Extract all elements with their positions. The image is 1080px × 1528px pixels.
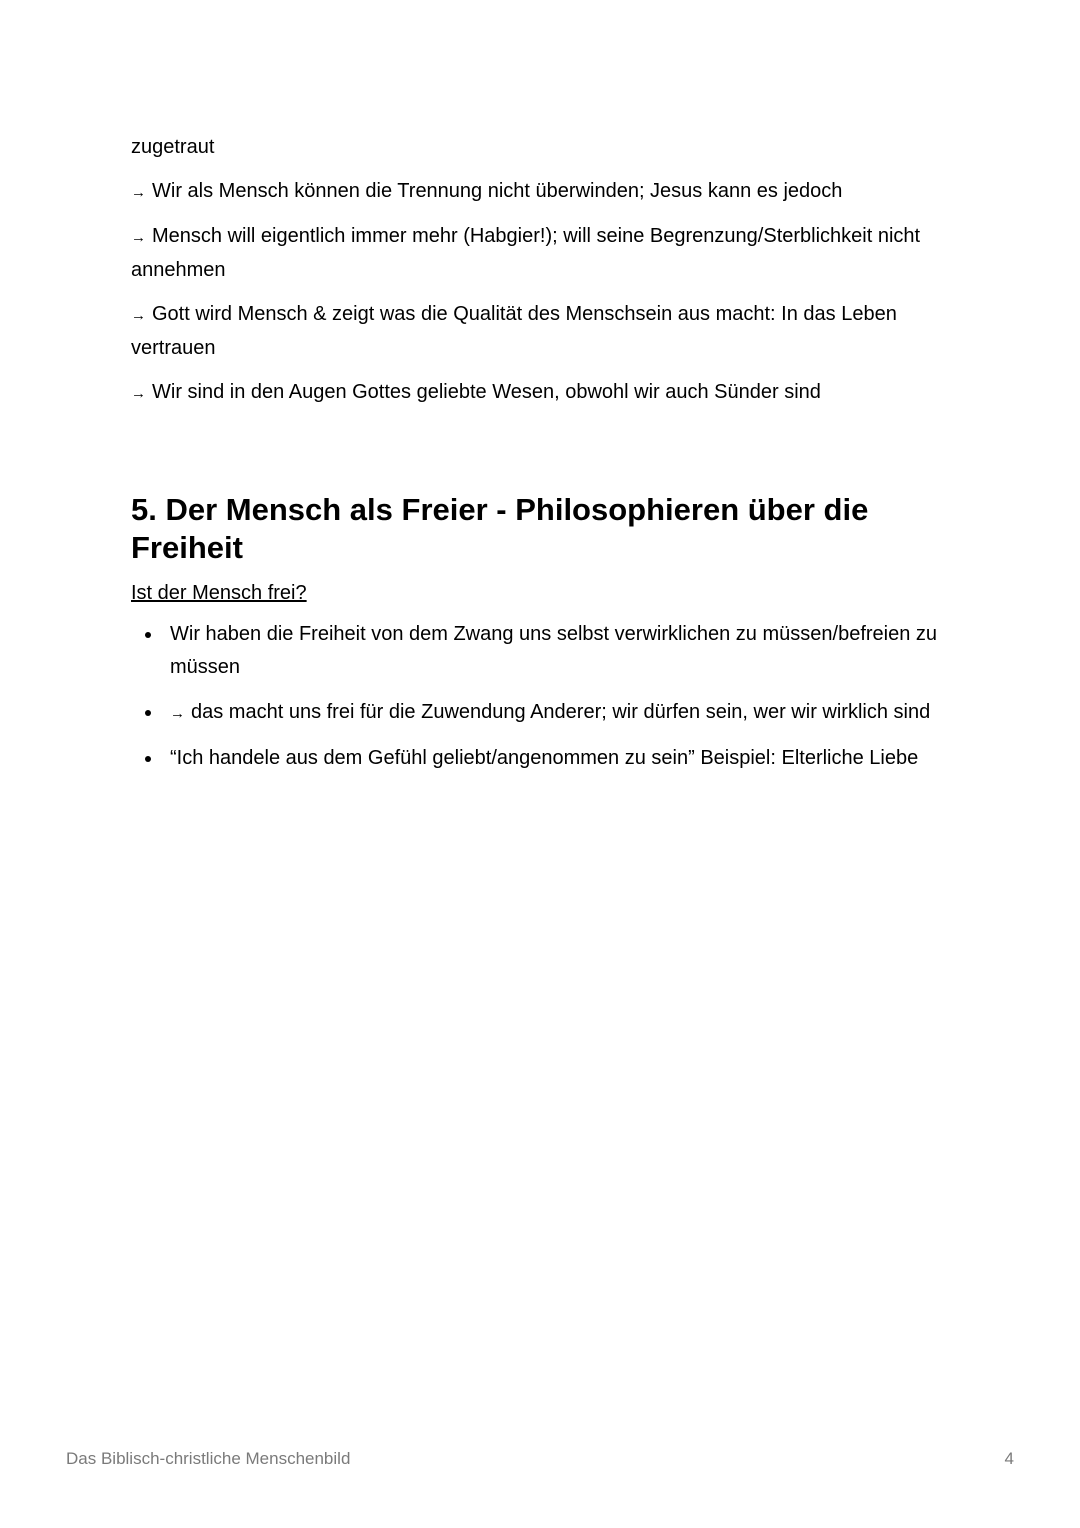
arrow-right-icon: → (131, 385, 146, 402)
list-item (131, 742, 951, 775)
paragraph (131, 376, 951, 410)
bullet-icon (145, 756, 151, 762)
footer-document-title: Das Biblisch-christliche Menschenbild (66, 1449, 351, 1468)
paragraph-text: Wir sind in den Augen Gottes geliebte Wesen, obwohl wir auch Sünder sind (152, 381, 821, 403)
arrow-right-icon: → (131, 229, 146, 246)
section-subtitle: Ist der Mensch frei? (131, 582, 307, 604)
paragraph (131, 175, 951, 209)
list-item (131, 618, 951, 684)
arrow-right-icon: → (170, 705, 185, 722)
list-item-text: Wir haben die Freiheit von dem Zwang uns selbst verwirklichen zu müssen/befreien zu müssen (170, 623, 938, 678)
list-item-text: das macht uns frei für die Zuwendung Anderer; wir dürfen sein, wer wir wirklich sind (191, 701, 931, 723)
paragraph (131, 220, 951, 287)
paragraph-text: Gott wird Mensch & zeigt was die Qualität des Menschsein aus macht: In das Leben vertrauen (131, 303, 897, 359)
paragraph-text: Mensch will eigentlich immer mehr (Habgier!); will seine Begrenzung/Sterblichkeit nicht annehmen (131, 225, 921, 281)
page-content (131, 131, 951, 787)
paragraph-text: zugetraut (131, 136, 215, 158)
bullet-list (131, 618, 951, 775)
bullet-icon (145, 710, 151, 716)
paragraph-text: Wir als Mensch können die Trennung nicht überwinden; Jesus kann es jedoch (152, 180, 843, 202)
list-item (131, 696, 951, 730)
paragraph (131, 298, 951, 365)
bullet-icon (145, 632, 151, 638)
section-heading: 5. Der Mensch als Freier - Philosophieren über die Freiheit (131, 492, 869, 565)
paragraph (131, 131, 951, 164)
footer-page-number: 4 (1004, 1449, 1014, 1468)
list-item-text: “Ich handele aus dem Gefühl geliebt/angenommen zu sein” Beispiel: Elterliche Liebe (170, 747, 919, 769)
arrow-right-icon: → (131, 184, 146, 201)
arrow-right-icon: → (131, 307, 146, 324)
